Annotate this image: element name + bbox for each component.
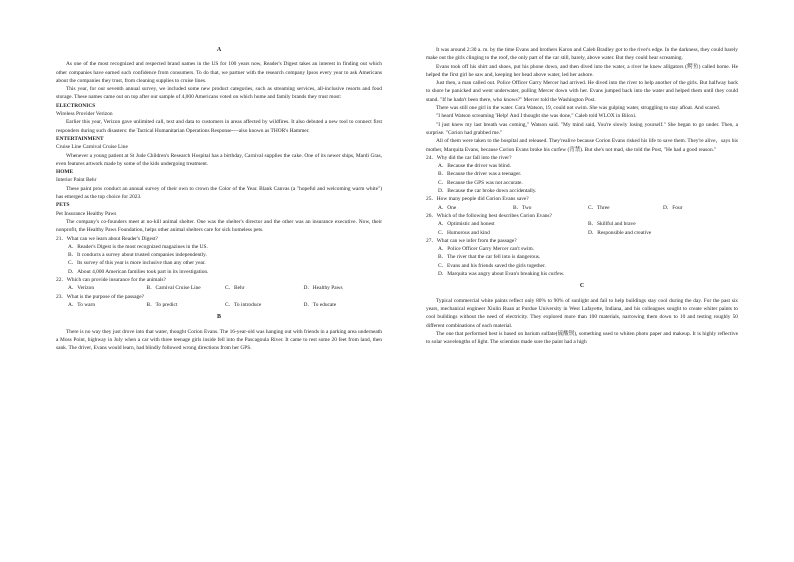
question-21: 21．What can we learn about Reader's Digest? (56, 235, 158, 242)
paragraph: This year, for our seventh annual survey, we included some new product categories, such as streaming services, all-inclusive resorts and food storage. These names came out on top after our sample of 4,000 Americans voted on which home and family brands they trust most: (56, 86, 382, 101)
paragraph: All of them were taken to the hospital and released. They'realive because Corion Evans risked his life to save them. They're alive，says his mother, Marquita Evans, because Corion Evans broke his curfew (宵禁). But she's not mad, she told the Post, "He had a good reason." (426, 138, 738, 153)
option: A．Police Officer Garry Mercer can't swim. (438, 246, 535, 253)
option: D．Responsible and creative (588, 229, 652, 236)
category-heading: ENTERTAINMENT (56, 135, 104, 142)
category-label: Pet Insurance Healthy Paws (56, 210, 117, 217)
question-23: 23．What is the purpose of the passage? (56, 293, 145, 300)
option: D．To educate (303, 301, 337, 308)
paragraph: Evans took off his shirt and shoes, put his phone down, and then dived into the water, a river he knew alligators (鳄鱼) called home. He helped the first girl he saw and, keeping her head above water, led her ashore. (426, 63, 738, 78)
option: D．Marquita was angry about Evan's breaking his curfew. (438, 271, 565, 278)
option: D．Four (663, 204, 683, 211)
paragraph: "I just knew my last breath was coming," Watson said. "My mind said, You're slowly losing yourself." She began to go under. Then, a surprise. "Corion had grabbed me." (426, 121, 738, 136)
section-c-heading: C (579, 283, 585, 290)
option: A．To warn (68, 301, 96, 308)
option: A．One (438, 204, 457, 211)
question-24: 24．Why did the car fall into the river? (426, 154, 512, 161)
option: B．It conducts a survey about trusted companies independently. (68, 252, 207, 259)
options-row (68, 284, 382, 292)
category-label: Interior Paint Behr (56, 177, 97, 184)
options-row (438, 220, 738, 228)
option: B．Two (513, 204, 532, 211)
option: B．Because the driver was a teenager. (438, 171, 522, 178)
paragraph: There is no way they just drove into that water, thought Corion Evans. The 16-year-old was hanging out with friends in a parking area underneath a Moss Point, highway in July when a car with three teenage girls inside fell into the Pascagoula River. It came to rest some 20 feet from land, then sank. The driver, Evans would learn, had blindly followed wrong directions from her GPS. (56, 328, 382, 352)
section-b-heading: B (216, 314, 221, 321)
paragraph: These paint pros conduct an annual survey of their own to crown the Color of the Year. Blank Canvas (a "hopeful and welcoming warm white") has emerged as the top choice for 2023. (56, 185, 382, 201)
option: B．The river that the car fell into is dangerous. (438, 254, 541, 261)
option: B．To predict (146, 301, 178, 308)
option: C．To introduce (225, 301, 262, 308)
paragraph: There was still one girl in the water. Cora Watson, 19, could not swim. She was gulping water, struggling to stay afloat. And scared. (436, 105, 721, 112)
option: C．Behr (225, 285, 245, 292)
category-label: Cruise Line Carnival Cruise Line (56, 144, 128, 151)
option: A．Reader's Digest is the most recognized magazines in the US. (68, 243, 208, 250)
option: C．Because the GPS was not accurate. (438, 179, 523, 186)
paragraph: Earlier this year, Verizon gave unlimited call, text and data to customers in areas affected by wildfires. It also debuted a new tool to connect first responders during such disasters: the Tactical Humanitarian Operations Response----also known as THOR's Hammer. (56, 119, 382, 134)
question-25: 25．How many people did Corion Evans save? (426, 196, 529, 203)
category-label: Wireless Provider Verizon (56, 111, 113, 118)
option: A．Because the driver was blind. (438, 163, 511, 170)
options-row (438, 229, 738, 237)
option: A．Verizon (68, 285, 95, 292)
option: D．Because the car broke down accidentally. (438, 188, 537, 195)
option: C．Three (588, 204, 610, 211)
option: A．Optimistic and honest (438, 221, 495, 228)
paragraph: Just then, a man called out. Police Officer Garry Mercer had arrived. He dived into the river to help another of the girls. But halfway back to shore he panicked and went underwater, pulling Mercer down with her. Evans jumped back into the water and helped them until they could stand. "If he hadn't been there, who knows?" Mercer told the Washington Post. (426, 80, 738, 103)
options-row (438, 204, 738, 212)
section-a-heading: A (216, 47, 222, 53)
paragraph: Typical commercial white paints reflect only 80% to 90% of sunlight and fail to help buildings stay cool during the day. For the past six years, mechanical engineer Xiulin Ruan at Purdue University in West Lafayette, Indiana, and his colleagues sought to create whiter paints to cool buildings without the need of electricity. They explored more than 100 materials, narrowing them down to 10 and testing roughly 50 different combinations of each material. (426, 297, 738, 329)
option: C．Evans and his friends saved the girls together. (438, 262, 546, 269)
question-26: 26．Which of the following best describes Corion Evans? (426, 212, 552, 219)
right-column (426, 46, 738, 346)
left-column (56, 46, 382, 352)
category-heading: PETS (56, 202, 70, 209)
paragraph: As one of the most recognized and respected brand names in the US for 100 years now, Reader's Digest takes an interest in finding out which other companies have earned such confidence from consumers. To do that, we partner with the research company Ipsos every year to ask Americans about the companies they trust, from cleaning supplies to cruise lines. (56, 61, 382, 84)
paragraph: It was around 2:30 a. m. by the time Evans and brothers Karon and Caleb Bradley got to the river's edge. In the darkness, they could barely make out the girls clinging to the roof, the only part of the car still, barely, above water. But they could hear screaming. (426, 47, 738, 62)
option: C．Its survey of this year is more inclusive than any other year. (68, 260, 206, 267)
question-22: 22．Which can provide insurance for the animals? (56, 277, 166, 284)
paragraph: The one that performed best is based on barium sulfate(硫酸钡), something used to whiten photo paper and makeup. It is highly reflective to solar wavelengths of light. The scientists made sure the paint had a high (426, 330, 738, 346)
category-heading: ELECTRONICS (56, 102, 96, 109)
category-heading: HOME (56, 169, 74, 176)
question-27: 27．What can we infer from the passage? (426, 237, 517, 244)
paragraph: "I heard Watson screaming 'Help! And I thought she was done," Caleb told WLOX in Biloxi. (436, 113, 637, 120)
paragraph: The company's co-founders meet at no-kill animal shelter. One was the shelter's director and the other was an insurance executive. Now, their nonprofit, the Healthy Paws Foundation, helps other animal shelters care for sick homeless pets. (56, 218, 382, 234)
option: C．Humorous and kind (438, 229, 490, 236)
options-row (68, 301, 382, 309)
option: D．Healthy Paws (303, 285, 343, 292)
option: B．Carnival Cruise Line (146, 285, 201, 292)
paragraph: Whenever a young patient at St Jude Children's Research Hospital has a birthday, Carnival supplies the cake. One of its newer ships, Mardi Gras, even features artwork made by some of the kids undergoing treatment. (56, 152, 382, 167)
option: B．Skillful and brave (588, 221, 636, 228)
option: D．About 4,000 American families took part in its investigation. (68, 268, 209, 275)
